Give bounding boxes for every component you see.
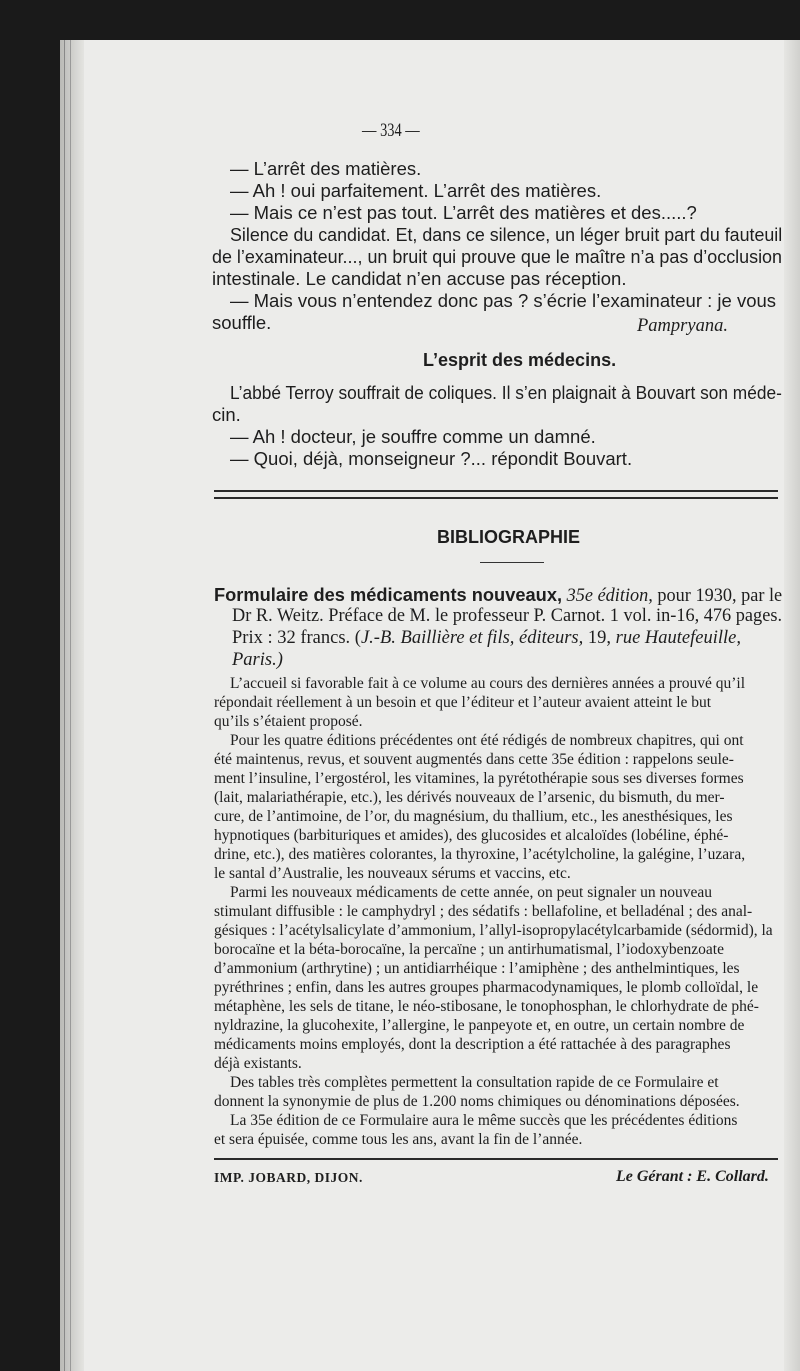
review-line: et sera épuisée, comme tous les ans, avant la fin de l’année. xyxy=(214,1131,583,1148)
book-entry-line: Dr R. Weitz. Préface de M. le professeur P. Carnot. 1 vol. in-16, 476 pages. xyxy=(232,606,783,626)
review-line: cure, de l’antimoine, de l’or, du magnésium, du thallium, etc., les anesthésiques, les xyxy=(214,808,733,825)
review-line: nyldrazine, la glucohexite, l’allergine, le panpeyote et, en outre, un certain nombre de xyxy=(214,1017,745,1034)
review-line: qu’ils s’étaient proposé. xyxy=(214,713,363,730)
paragraph-line: intestinale. Le candidat n’en accuse pas réception. xyxy=(212,268,627,289)
book-publisher: J.-B. Baillière et fils, éditeurs, xyxy=(360,628,584,648)
title-underline xyxy=(480,562,544,563)
paragraph-line: — Quoi, déjà, monseigneur ?... répondit Bouvart. xyxy=(230,448,633,469)
review-line: ment l’insuline, l’ergostérol, les vitamines, la pyrétothérapie sous ses diverses formes xyxy=(214,770,744,787)
review-line: déjà existants. xyxy=(214,1055,302,1072)
section-rule xyxy=(214,490,778,492)
gutter-line xyxy=(70,40,71,1371)
book-entry-line: Paris.) xyxy=(232,650,283,670)
book-edition: 35e édition, xyxy=(566,586,653,606)
book-author-prefix: pour 1930, par le xyxy=(657,586,783,606)
book-price: Prix : 32 francs. ( xyxy=(232,628,361,648)
gerant-credit: Le Gérant : E. Collard. xyxy=(616,1168,769,1185)
review-line: hypnotiques (barbituriques et amides), des glucosides et alcaloïdes (lobéline, éphé- xyxy=(214,827,729,844)
dialogue-line: — L’arrêt des matières. xyxy=(230,158,422,179)
review-line: borocaïne et la béta-borocaïne, la percaïne ; un antirhumatismal, l’iodoxybenzoate xyxy=(214,941,724,958)
book-entry-line xyxy=(232,628,741,650)
footer-rule xyxy=(214,1158,778,1160)
review-line: le santal d’Australie, les nouveaux sérums et vaccins, etc. xyxy=(214,865,571,882)
book-title: Formulaire des médicaments nouveaux, xyxy=(214,584,563,605)
review-line: Des tables très complètes permettent la consultation rapide de ce Formulaire et xyxy=(230,1074,719,1091)
review-line: médicaments moins employés, dont la description a été rattachée à des paragraphes xyxy=(214,1036,731,1053)
bibliography-title: BIBLIOGRAPHIE xyxy=(437,527,581,547)
review-line: La 35e édition de ce Formulaire aura le même succès que les précédentes éditions xyxy=(230,1112,738,1129)
paragraph-line: L’abbé Terroy souffrait de coliques. Il s’en plaignait à Bouvart son méde- xyxy=(230,382,782,403)
section-heading: L’esprit des médecins. xyxy=(423,350,617,370)
review-line: donnent la synonymie de plus de 1.200 noms chimiques ou dénominations déposées. xyxy=(214,1093,740,1110)
review-line: pyréthrines ; enfin, dans les autres groupes pharmacodynamiques, le plomb colloïdal, le xyxy=(214,979,759,996)
paragraph-line: cin. xyxy=(212,404,241,425)
paragraph-line: souffle. xyxy=(212,312,272,333)
book-entry-line xyxy=(214,584,782,608)
review-line: d’ammonium (arthrytine) ; un antidiarrhéique : l’amiphène ; des anthelmintiques, les xyxy=(214,960,740,977)
review-line: gésiques : l’acétylsalicylate d’ammonium, l’allyl-isopropylacétylcarbamide (sédormid), la xyxy=(214,922,773,939)
review-line: répondait réellement à un besoin et que l’éditeur et l’auteur avaient atteint le but xyxy=(214,694,712,711)
page-right-edge xyxy=(784,40,800,1371)
paragraph-line: de l’examinateur..., un bruit qui prouve que le maître n’a pas d’occlusion xyxy=(212,246,782,267)
book-street-number: 19, xyxy=(587,628,612,648)
signature: Pampryana. xyxy=(637,316,728,336)
paragraph-line: — Mais vous n’entendez donc pas ? s’écrie l’examinateur : je vous xyxy=(230,290,777,311)
review-line: L’accueil si favorable fait à ce volume au cours des dernières années a prouvé qu’il xyxy=(230,675,746,692)
review-line: Pour les quatre éditions précédentes ont été rédigés de nombreux chapitres, qui ont xyxy=(230,732,744,749)
review-line: Parmi les nouveaux médicaments de cette année, on peut signaler un nouveau xyxy=(230,884,713,901)
review-line: été maintenus, revus, et souvent augmentés dans cette 35e édition : rappelons seule- xyxy=(214,751,734,768)
review-line: métaphène, les sels de titane, le néo-stibosane, le tonophosphan, le chlorhydrate de phé- xyxy=(214,998,759,1015)
review-line: stimulant diffusible : le camphydryl ; des sédatifs : bellafoline, et belladénal ; des anal- xyxy=(214,903,753,920)
dialogue-line: — Mais ce n’est pas tout. L’arrêt des matières et des.....? xyxy=(230,202,697,223)
printer-credit: IMP. JOBARD, DIJON. xyxy=(214,1170,363,1185)
section-rule xyxy=(214,497,778,499)
review-line: drine, etc.), des matières colorantes, la thyroxine, l’acétylcholine, la galégine, l’uzara, xyxy=(214,846,746,863)
paragraph-line: Silence du candidat. Et, dans ce silence, un léger bruit part du fauteuil xyxy=(230,224,783,245)
gutter-line xyxy=(64,40,65,1371)
paragraph-line: — Ah ! docteur, je souffre comme un damné. xyxy=(230,426,596,447)
review-line: (lait, malariathérapie, etc.), les dérivés nouveaux de l’arsenic, du bismuth, du mer- xyxy=(214,789,725,806)
page-number: — 334 — xyxy=(362,120,420,141)
dialogue-line: — Ah ! oui parfaitement. L’arrêt des matières. xyxy=(230,180,602,201)
book-street: rue Hautefeuille, xyxy=(615,628,741,648)
